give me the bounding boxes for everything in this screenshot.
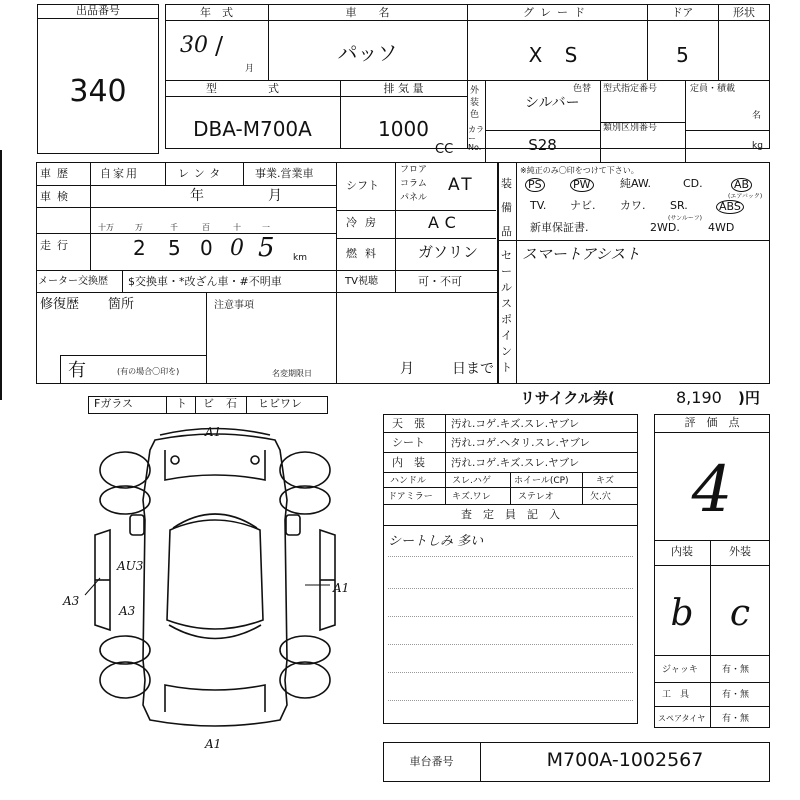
- damage-mark-right: A1: [333, 581, 350, 595]
- grade-value: X S: [528, 43, 586, 67]
- displacement-unit: CC: [435, 142, 454, 157]
- glass-option-2: ビ: [203, 397, 214, 410]
- fuel-label: 燃料: [346, 247, 384, 260]
- damage-mark-front: A1: [205, 425, 222, 439]
- km-unit: km: [293, 253, 307, 263]
- tools-value: 有・無: [722, 690, 750, 700]
- meter-change-label: メーター交換歴: [38, 276, 108, 287]
- digit-header-100: 百: [202, 223, 210, 232]
- inspection-month-mark: 月: [268, 188, 282, 204]
- color-code-label: カラーNo.: [468, 125, 484, 152]
- equip-navi: ナビ.: [570, 199, 596, 212]
- mileage-label: 走行: [40, 239, 74, 252]
- condition-seat-value: 汚れ.コゲ.ヘタリ.スレ.ヤブレ: [451, 437, 590, 449]
- shape-label: 形状: [733, 6, 755, 19]
- rating-value: 4: [691, 453, 733, 527]
- tv-label: TV視聴: [345, 276, 378, 287]
- chassis-label: 車台番号: [409, 755, 454, 768]
- chassis-number: M700A-1002567: [546, 749, 704, 771]
- damage-mark-rear: A1: [205, 737, 222, 751]
- equip-2wd: 2WD.: [650, 221, 680, 234]
- meter-change-options: $交換車・*改ざん車・#不明車: [128, 275, 282, 288]
- tools-label: 工 具: [662, 690, 690, 700]
- glass-label: Fガラス: [94, 397, 133, 410]
- shift-label: シフト: [346, 179, 379, 192]
- inspection-label: 車検: [40, 190, 74, 203]
- place-label: 箇所: [108, 297, 135, 312]
- equip-note: ※純正のみ〇印をつけて下さい。: [520, 166, 639, 175]
- condition-seat-label: シート: [392, 436, 425, 449]
- lot-label: 出品番号: [76, 4, 120, 17]
- condition-ceiling-value: 汚れ.コゲ.キズ.スレ.ヤブレ: [451, 418, 580, 430]
- equip-4wd: 4WD: [708, 221, 735, 234]
- damage-mark-left-rear: A3: [119, 604, 136, 618]
- grade-label: グレード: [523, 6, 591, 19]
- month-mark: 月: [245, 64, 255, 74]
- year-slash: /: [215, 32, 224, 60]
- sales-point-label: セールスポイント: [501, 249, 512, 374]
- rental: レンタ: [178, 167, 226, 180]
- inspection-year-mark: 年: [190, 188, 204, 204]
- inspector-label: 査 定 員 記 入: [461, 508, 560, 521]
- handle-value: スレ.ハゲ: [452, 476, 491, 486]
- inspector-note: シートしみ 多い: [388, 534, 484, 549]
- equip-sr-sub: (サンルーフ): [668, 215, 702, 222]
- interior-score: b: [670, 593, 694, 634]
- history-label: 車歴: [40, 167, 74, 180]
- lot-number: 340: [69, 74, 127, 109]
- digit-header-10: 十: [233, 223, 241, 232]
- category-label: 類別区別番号: [603, 123, 658, 133]
- color-code: S28: [528, 136, 557, 154]
- condition-ceiling-label: 天 張: [392, 417, 425, 430]
- equip-pw: PW: [570, 178, 594, 192]
- glass-option-4: ヒビワレ: [258, 397, 302, 410]
- repair-value: 有: [68, 360, 86, 381]
- caution-label: 注意事項: [214, 300, 254, 311]
- digit-header-1k: 千: [170, 223, 178, 232]
- equip-aw: 純AW.: [620, 177, 652, 190]
- door-label: ドア: [671, 6, 694, 19]
- equip-sr: SR.: [670, 199, 688, 212]
- type-designation-label: 型式指定番号: [603, 84, 658, 94]
- jack-label: ジャッキ: [662, 665, 698, 675]
- year-label: 年 式: [200, 6, 233, 19]
- spare-tire-label: スペアタイヤ: [658, 714, 706, 723]
- capacity-unit-kg: kg: [752, 141, 763, 151]
- jack-value: 有・無: [722, 665, 750, 675]
- equip-leather: カワ.: [620, 199, 646, 212]
- ac-value: AC: [428, 213, 462, 232]
- equip-cd: CD.: [683, 177, 703, 190]
- equip-tv: TV.: [530, 199, 547, 212]
- fuel-value: ガソリン: [418, 243, 479, 261]
- door-value: 5: [676, 43, 689, 67]
- digit-100: 0: [200, 236, 213, 260]
- mirror-value: キズ.ワレ: [452, 492, 491, 502]
- color-value: シルバー: [525, 95, 580, 111]
- glass-option-3: 石: [226, 397, 237, 410]
- digit-10: 0: [230, 236, 244, 261]
- exterior-color-label: 外装色: [470, 86, 480, 120]
- equip-label: 装備品: [501, 177, 512, 238]
- private-use: 自家用: [100, 167, 139, 180]
- color-change-label: 色替: [573, 84, 592, 94]
- glass-option-1: ト: [176, 397, 187, 410]
- handle-label: ハンドル: [390, 476, 427, 486]
- repair-label: 修復歴: [40, 297, 80, 312]
- equip-ab: AB: [731, 178, 752, 192]
- sales-point-value: スマートアシスト: [522, 245, 641, 263]
- spare-tire-value: 有・無: [722, 714, 750, 724]
- recycle-suffix: )円: [738, 389, 760, 407]
- recycle-amount: 8,190: [676, 388, 722, 407]
- digit-1k: 5: [168, 236, 181, 260]
- recycle-label: リサイクル券(: [520, 389, 615, 407]
- exterior-score-label: 外装: [729, 545, 751, 558]
- car-damage-diagram: [55, 420, 365, 760]
- model-value: DBA-M700A: [193, 117, 312, 141]
- mileage-digits: [90, 222, 307, 270]
- ac-label: 冷房: [346, 216, 384, 229]
- digit-1: 5: [258, 233, 275, 263]
- displacement-value: 1000: [378, 117, 429, 141]
- capacity-unit-people: 名: [752, 111, 762, 121]
- year-value: 30: [180, 33, 208, 58]
- tv-options: 可・不可: [418, 275, 462, 288]
- shift-value: AT: [448, 175, 475, 195]
- equip-ab-sub: (エアバック): [728, 193, 763, 200]
- history-box: [36, 162, 498, 384]
- stereo-value: 欠.穴: [590, 492, 611, 502]
- repair-note: (有の場合〇印を): [117, 367, 180, 376]
- shift-floor: フロア: [400, 165, 428, 175]
- mirror-label: ドアミラー: [388, 492, 433, 502]
- name-change-day: 日まで: [452, 361, 494, 377]
- condition-interior-value: 汚れ.コゲ.キズ.スレ.ヤブレ: [451, 457, 580, 469]
- model-label: 型 式: [206, 82, 299, 95]
- wheel-label: ホイール(CP): [514, 476, 569, 486]
- condition-interior-label: 内 装: [392, 456, 425, 469]
- stereo-label: ステレオ: [518, 492, 554, 502]
- rating-label: 評 価 点: [684, 416, 740, 429]
- digit-10k: 2: [133, 236, 146, 260]
- digit-header-100k: 十万: [98, 223, 114, 232]
- equip-warranty: 新車保証書.: [530, 221, 589, 234]
- business-use: 事業.営業車: [255, 167, 314, 180]
- equip-ps: PS: [525, 178, 545, 192]
- wheel-value: キズ: [596, 476, 614, 486]
- digit-header-1: 一: [262, 223, 270, 232]
- car-name: パッソ: [337, 41, 398, 65]
- interior-score-label: 内装: [671, 545, 693, 558]
- capacity-label: 定員・積載: [690, 84, 736, 94]
- displacement-label: 排 気 量: [383, 82, 424, 95]
- car-name-label: 車 名: [345, 6, 390, 19]
- digit-header-10k: 万: [135, 223, 143, 232]
- shift-panel: パネル: [400, 193, 428, 203]
- exterior-score: c: [729, 593, 751, 634]
- equip-abs: ABS: [716, 200, 744, 214]
- damage-mark-left: A3: [63, 594, 80, 608]
- name-change-month: 月: [400, 361, 414, 377]
- shift-column: コラム: [400, 179, 427, 189]
- damage-mark-left-door: AU3: [117, 559, 144, 573]
- name-change-label: 名変期限日: [272, 369, 312, 378]
